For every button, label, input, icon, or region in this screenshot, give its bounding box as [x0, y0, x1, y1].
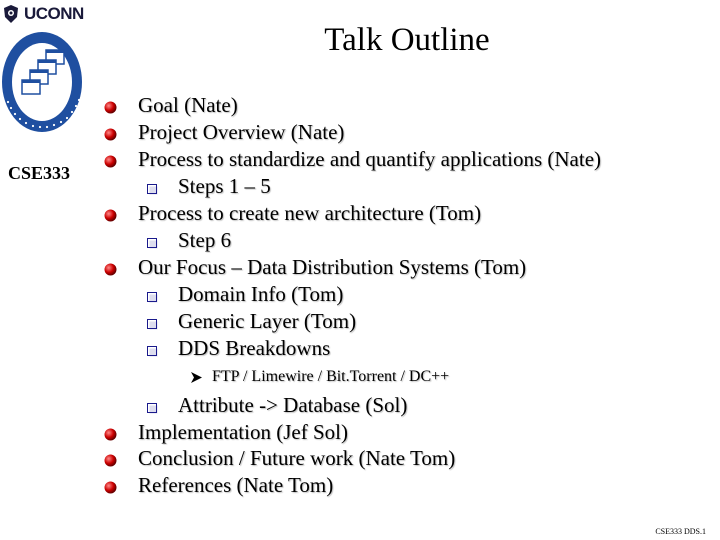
outline-subitem: Attribute -> Database (Sol) — [178, 393, 408, 417]
hollow-square-icon — [147, 238, 158, 249]
red-sphere-icon — [104, 454, 117, 467]
red-sphere-icon — [104, 209, 117, 222]
outline-item: Implementation (Jef Sol) — [138, 420, 348, 444]
red-sphere-icon — [104, 481, 117, 494]
outline-subitem: Generic Layer (Tom) — [178, 309, 357, 333]
arrowhead-icon — [190, 371, 203, 384]
outline-subitem: Domain Info (Tom) — [178, 282, 344, 306]
outline-item: Process to standardize and quantify applications (Nate) — [138, 147, 602, 171]
red-sphere-icon — [104, 155, 117, 168]
outline-item: Goal (Nate) — [138, 93, 238, 117]
outline-subitem: Steps 1 – 5 — [178, 174, 271, 198]
red-sphere-icon — [104, 428, 117, 441]
hollow-square-icon — [147, 184, 158, 195]
outline-item: References (Nate Tom) — [138, 473, 334, 497]
hollow-square-icon — [147, 346, 158, 357]
outline-subsubitem: FTP / Limewire / Bit.Torrent / DC++ — [212, 368, 450, 385]
slide-title: Talk Outline — [324, 22, 490, 58]
outline-item: Conclusion / Future work (Nate Tom) — [138, 446, 456, 470]
slide-footer: CSE333 DDS.1 — [655, 527, 706, 536]
red-sphere-icon — [104, 101, 117, 114]
outline-item: Process to create new architecture (Tom) — [138, 201, 482, 225]
outline-subitem: Step 6 — [178, 228, 232, 252]
uconn-wordmark: UCONN — [24, 4, 84, 23]
outline-subitem: DDS Breakdowns — [178, 336, 331, 360]
hollow-square-icon — [147, 403, 158, 414]
hollow-square-icon — [147, 319, 158, 330]
outline-item: Project Overview (Nate) — [138, 120, 345, 144]
red-sphere-icon — [104, 263, 117, 276]
outline-item: Our Focus – Data Distribution Systems (Tom) — [138, 255, 527, 279]
hollow-square-icon — [147, 292, 158, 303]
red-sphere-icon — [104, 128, 117, 141]
course-code: CSE333 — [8, 163, 71, 183]
